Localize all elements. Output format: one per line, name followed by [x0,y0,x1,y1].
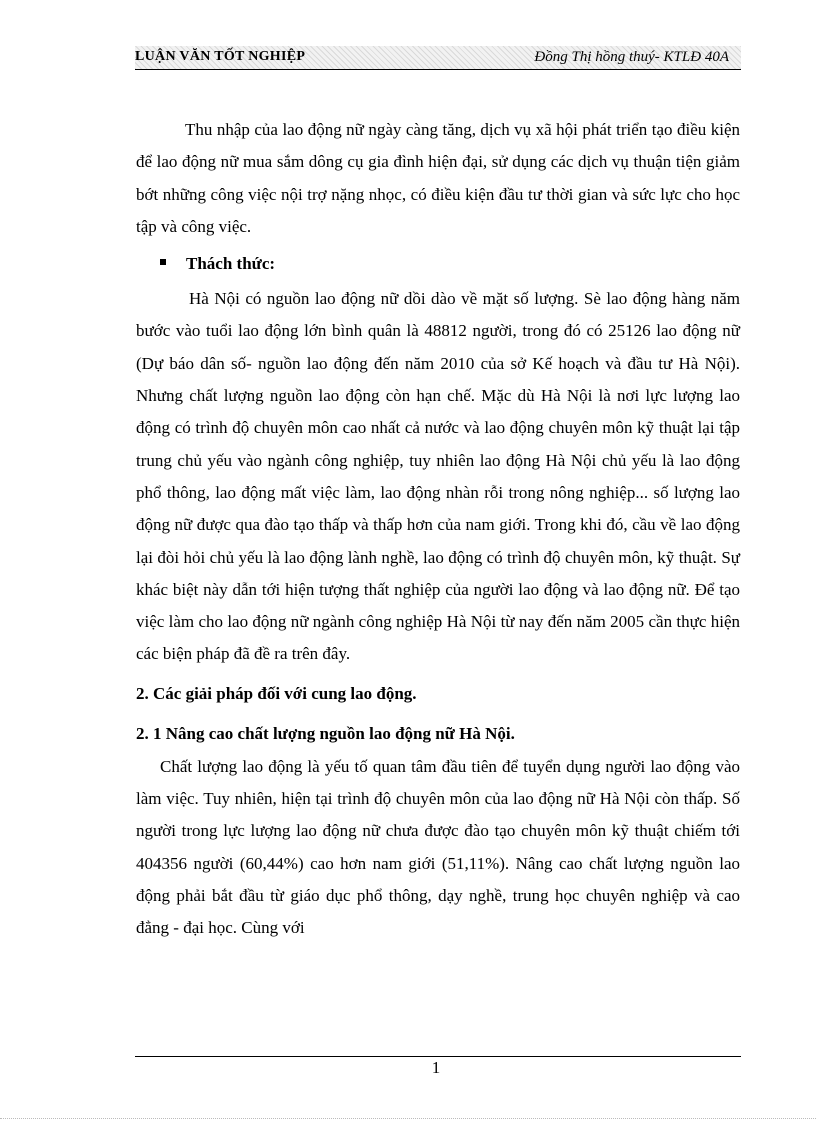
page-edge-divider [0,1118,816,1119]
subsection-heading: 2. 1 Nâng cao chất lượng nguồn lao động nữ Hà Nội. [136,723,515,743]
page-number: 1 [431,1058,441,1077]
header-author: Đồng Thị hồng thuý- KTLĐ 40A [534,49,729,65]
square-bullet-icon [160,259,166,265]
page-header [135,46,741,70]
header-title: LUẬN VĂN TỐT NGHIỆP [135,49,306,64]
footer-divider [135,1056,741,1057]
paragraph-income: Thu nhập của lao động nữ ngày càng tăng, dịch vụ xã hội phát triển tạo điều kiện để lao động nữ mua sắm dông cụ gia đình hiện đại, sử dụng các dịch vụ thuận tiện giảm bớt những công việc nội trợ nặng nhọc, có điều kiện đầu tư thời gian và sức lực cho học tập và công việc. [136,120,740,236]
paragraph-quality: Chất lượng lao động là yếu tố quan tâm đầu tiên để tuyển dụng người lao động vào làm việc. Tuy nhiên, hiện tại trình độ chuyên môn của lao động nữ Hà Nội còn thấp. Số người trong lực lượng lao động nữ chưa được đào tạo chuyên môn kỹ thuật chiếm tới 404356 người (60,44%) cao hơn nam giới (51,11%). Nâng cao chất lượng nguồn lao động phải bắt đầu từ giáo dục phổ thông, dạy nghề, trung học chuyên nghiệp và cao đẳng - đại học. Cùng với [136,756,740,938]
page-body [136,114,740,945]
bullet-label: Thách thức: [186,254,276,274]
section-heading: 2. Các giải pháp đối với cung lao động. [136,683,417,703]
paragraph-challenges: Hà Nội có nguồn lao động nữ dồi dào về mặt số lượng. Sè lao động hàng năm bước vào tuổi lao động lớn bình quân là 48812 người, trong đó có 25126 lao động nữ (Dự báo dân số- nguồn lao động đến năm 2010 của sở Kế hoạch và đầu tư Hà Nội). Nhưng chất lượng nguồn lao động còn hạn chế. Mặc dù Hà Nội là nơi lực lượng lao động có trình độ chuyên môn cao nhất cả nước và lao động chuyên môn kỹ thuật lại tập trung chủ yếu vào ngành công nghiệp, tuy nhiên lao động Hà Nội chủ yếu là lao động phổ thông, lao động mất việc làm, lao động nhàn rỗi trong nông nghiệp... số lượng lao động nữ được qua đào tạo thấp và thấp hơn của nam giới. Trong khi đó, cầu về lao động lại đòi hỏi chủ yếu là lao động lành nghề, lao động có trình độ chuyên môn, kỹ thuật. Sự khác biệt này dẫn tới hiện tượng thất nghiệp của người lao động và lao động nữ. Để tạo việc làm cho lao động nữ ngành công nghiệp Hà Nội từ nay đến năm 2005 cần thực hiện các biện pháp đã đề ra trên đây. [136,289,740,664]
bullet-challenges [136,245,740,283]
